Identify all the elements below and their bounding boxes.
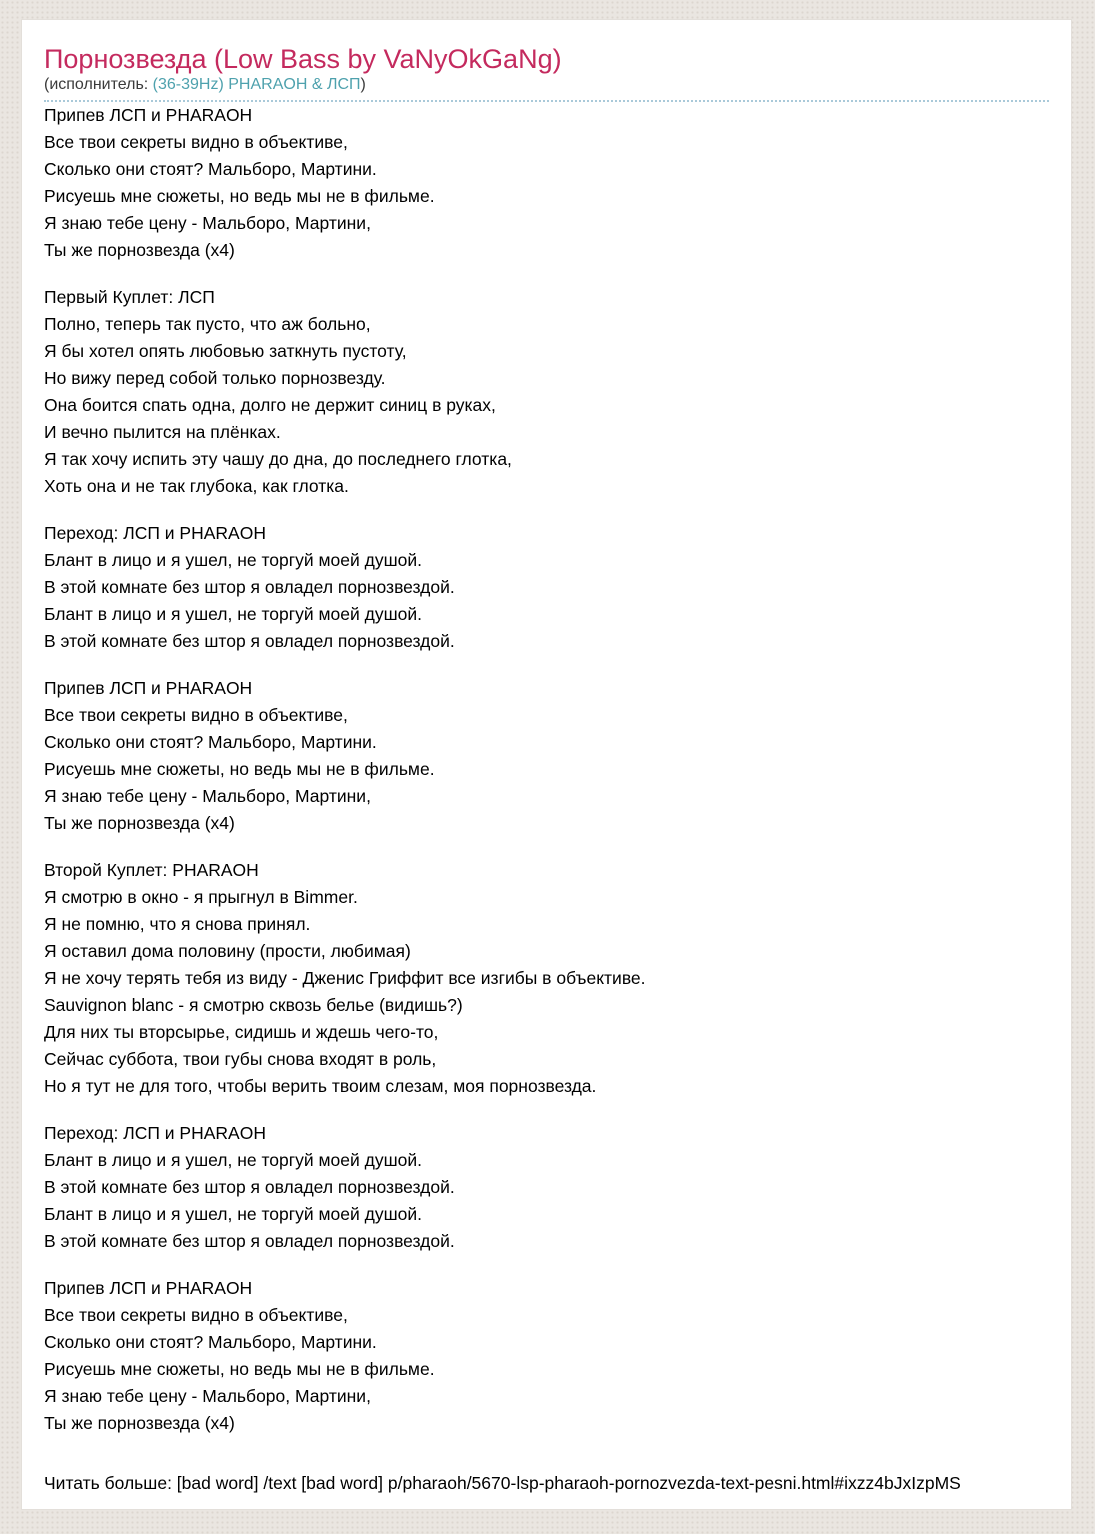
artist-link[interactable]: (36-39Hz) PHARAOH & ЛСП [152, 76, 361, 93]
lyrics-line: Переход: ЛСП и PHARAOH [44, 523, 266, 543]
lyrics-line: Сейчас суббота, твои губы снова входят в роль, [44, 1049, 437, 1069]
lyrics-line: Второй Куплет: PHARAOH [44, 860, 259, 880]
lyrics-line: Ты же порнозвезда (х4) [44, 240, 235, 260]
lyrics-block [44, 675, 1049, 837]
lyrics-line: Сколько они стоят? Мальборо, Мартини. [44, 732, 377, 752]
lyrics-line: Блант в лицо и я ушел, не торгуй моей душой. [44, 1150, 423, 1170]
lyrics-line: Блант в лицо и я ушел, не торгуй моей душой. [44, 604, 423, 624]
lyrics-line: Для них ты вторсырье, сидишь и ждешь чего-то, [44, 1022, 439, 1042]
lyrics-block [44, 1120, 1049, 1255]
lyrics-line: Я знаю тебе цену - Мальборо, Мартини, [44, 213, 371, 233]
lyrics-line: Рисуешь мне сюжеты, но ведь мы не в фильме. [44, 759, 435, 779]
lyrics-block [44, 102, 1049, 264]
lyrics-line: Я знаю тебе цену - Мальборо, Мартини, [44, 1386, 371, 1406]
lyrics-line: Первый Куплет: ЛСП [44, 287, 215, 307]
artist-label: (исполнитель: [44, 76, 153, 93]
lyrics-line: Но вижу перед собой только порнозвезду. [44, 368, 386, 388]
artist-line [44, 75, 1049, 102]
lyrics-line: Рисуешь мне сюжеты, но ведь мы не в фильме. [44, 1359, 435, 1379]
lyrics-block [44, 284, 1049, 500]
lyrics-line: В этой комнате без штор я овладел порнозвездой. [44, 1231, 455, 1251]
lyrics-line: Все твои секреты видно в объективе, [44, 705, 348, 725]
read-more-line: Читать больше: [bad word] /text [bad word] p/pharaoh/5670-lsp-pharaoh-pornozvezda-text-pesni.html#ixzz4bJxIzpMS [44, 1473, 961, 1493]
lyrics-line: Блант в лицо и я ушел, не торгуй моей душой. [44, 1204, 423, 1224]
lyrics-text [44, 102, 1049, 1437]
lyrics-line: Рисуешь мне сюжеты, но ведь мы не в фильме. [44, 186, 435, 206]
lyrics-line: Sauvignon blanc - я смотрю сквозь белье (видишь?) [44, 995, 463, 1015]
song-title: Порнозвезда (Low Bass by VaNyOkGaNg) [44, 44, 562, 74]
lyrics-line: И вечно пылится на плёнках. [44, 422, 281, 442]
lyrics-block [44, 857, 1049, 1100]
lyrics-line: Я знаю тебе цену - Мальборо, Мартини, [44, 786, 371, 806]
lyrics-line: Я смотрю в окно - я прыгнул в Bimmer. [44, 887, 358, 907]
lyrics-line: Полно, теперь так пусто, что аж больно, [44, 314, 371, 334]
lyrics-block [44, 520, 1049, 655]
lyrics-line: В этой комнате без штор я овладел порнозвездой. [44, 577, 455, 597]
lyrics-line: В этой комнате без штор я овладел порнозвездой. [44, 631, 455, 651]
lyrics-line: Я не помню, что я снова принял. [44, 914, 311, 934]
lyrics-line: Припев ЛСП и PHARAOH [44, 678, 253, 698]
lyrics-line: Я не хочу терять тебя из виду - Дженис Гриффит все изгибы в объективе. [44, 968, 646, 988]
lyrics-line: Припев ЛСП и PHARAOH [44, 1278, 253, 1298]
lyrics-line: Ты же порнозвезда (х4) [44, 1413, 235, 1433]
lyrics-line: В этой комнате без штор я овладел порнозвездой. [44, 1177, 455, 1197]
lyrics-card [21, 19, 1072, 1510]
lyrics-line: Припев ЛСП и PHARAOH [44, 105, 253, 125]
lyrics-line: Я так хочу испить эту чашу до дна, до последнего глотка, [44, 449, 512, 469]
lyrics-line: Сколько они стоят? Мальборо, Мартини. [44, 159, 377, 179]
lyrics-line: Все твои секреты видно в объективе, [44, 1305, 348, 1325]
lyrics-line: Ты же порнозвезда (х4) [44, 813, 235, 833]
lyrics-line: Я оставил дома половину (прости, любимая) [44, 941, 411, 961]
lyrics-line: Хоть она и не так глубока, как глотка. [44, 476, 349, 496]
lyrics-line: Блант в лицо и я ушел, не торгуй моей душой. [44, 550, 423, 570]
lyrics-block [44, 1275, 1049, 1437]
lyrics-line: Она боится спать одна, долго не держит синиц в руках, [44, 395, 496, 415]
lyrics-line: Я бы хотел опять любовью заткнуть пустоту, [44, 341, 407, 361]
lyrics-line: Сколько они стоят? Мальборо, Мартини. [44, 1332, 377, 1352]
artist-line-suffix: ) [360, 76, 366, 93]
lyrics-line: Переход: ЛСП и PHARAOH [44, 1123, 266, 1143]
lyrics-line: Все твои секреты видно в объективе, [44, 132, 348, 152]
lyrics-line: Но я тут не для того, чтобы верить твоим слезам, моя порнозвезда. [44, 1076, 597, 1096]
